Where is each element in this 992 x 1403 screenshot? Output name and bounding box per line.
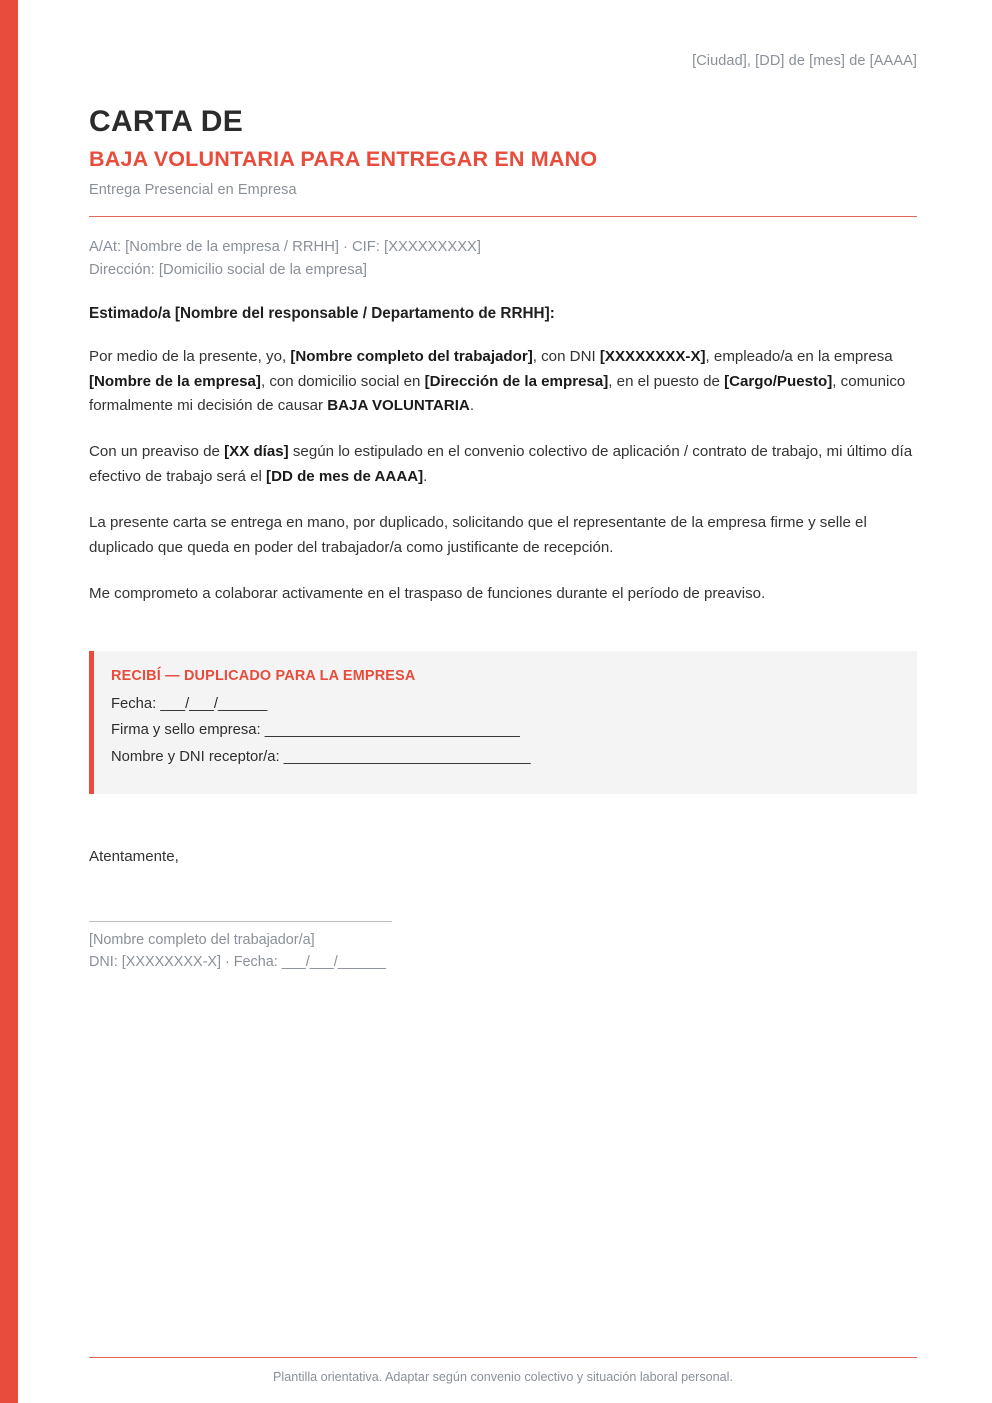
par2-text-2: según lo estipulado en el convenio colectivo de aplicación / contrato de trabajo, mi último día efectivo de trabajo será el: [89, 443, 913, 485]
par1-resignation-term: BAJA VOLUNTARIA: [327, 397, 470, 415]
signature-date-label: Fecha:: [233, 953, 278, 970]
document-date-line: [Ciudad], [DD] de [mes] de [AAAA]: [692, 53, 917, 69]
par1-text-5: , en el puesto de: [608, 372, 725, 390]
par1-company: [Nombre de la empresa]: [89, 372, 261, 390]
par1-text-1: Por medio de la presente, yo,: [89, 348, 291, 366]
footer-note: Plantilla orientativa. Adaptar según convenio colectivo y situación laboral personal.: [273, 1370, 733, 1384]
receipt-receiver-line: [111, 747, 917, 768]
signature-separator: ·: [224, 953, 230, 970]
page-title: CARTA DE: [89, 105, 244, 138]
header-divider: [89, 216, 917, 217]
par2-notice-days: [XX días]: [224, 443, 289, 461]
page-tagline: Entrega Presencial en Empresa: [89, 182, 297, 199]
recipient-attention: A/At: [Nombre de la empresa / RRHH]: [89, 239, 339, 256]
footer-divider: [89, 1357, 917, 1358]
par1-dni: [XXXXXXXX-X]: [599, 348, 706, 366]
receipt-date-blank[interactable]: ___/___/______: [160, 695, 268, 712]
par1-text-3: , empleado/a en la empresa: [705, 348, 893, 366]
page-subtitle: BAJA VOLUNTARIA PARA ENTREGAR EN MANO: [89, 146, 598, 171]
document-footer: [89, 1349, 917, 1384]
signature-dni-label: DNI: [XXXXXXXX-X]: [89, 953, 221, 970]
signature-dni-line: [89, 952, 917, 974]
recipient-separator: ·: [343, 239, 348, 256]
document-content: [89, 0, 917, 973]
signature-name-placeholder: [Nombre completo del trabajador/a]: [89, 932, 315, 949]
par1-text-6: , comunico formalmente mi decisión de causar: [89, 372, 906, 415]
par1-text-2: , con DNI: [532, 348, 600, 366]
par1-worker-name: [Nombre completo del trabajador]: [290, 348, 533, 366]
left-accent-bar: [0, 0, 18, 1403]
par2-text-3: .: [423, 467, 428, 485]
par2-text-1: Con un preaviso de: [89, 443, 225, 461]
recipient-cif: CIF: [XXXXXXXXX]: [351, 239, 482, 256]
recipient-attention-line: [89, 236, 917, 259]
par1-text-4: , con domicilio social en: [260, 372, 425, 390]
paragraph-declaration: [89, 345, 917, 418]
receipt-signature-blank[interactable]: _______________________________: [264, 722, 520, 739]
signature-date-blank[interactable]: ___/___/______: [281, 953, 386, 970]
recipient-block: [89, 236, 917, 282]
par1-position: [Cargo/Puesto]: [724, 372, 833, 390]
receipt-date-label: Fecha:: [111, 695, 157, 712]
receipt-box-title: RECIBÍ — DUPLICADO PARA LA EMPRESA: [111, 667, 416, 684]
paragraph-notice-period: [89, 440, 917, 489]
receipt-signature-line: [111, 720, 917, 741]
par1-text-7: .: [469, 397, 475, 415]
salutation: Estimado/a [Nombre del responsable / Departamento de RRHH]:: [89, 305, 555, 323]
recipient-address: Dirección: [Domicilio social de la empresa]: [89, 262, 367, 279]
title-block: [89, 105, 917, 198]
paragraph-handover: Me comprometo a colaborar activamente en el traspaso de funciones durante el período de preaviso.: [89, 585, 766, 603]
paragraph-hand-delivery: La presente carta se entrega en mano, por duplicado, solicitando que el representante de la empresa firme y selle el duplicado que queda en poder del trabajador/a como justificante de recepción.: [89, 514, 867, 556]
par2-last-day: [DD de mes de AAAA]: [266, 467, 424, 485]
receipt-receiver-label: Nombre y DNI receptor/a:: [111, 748, 280, 765]
signature-closing: Atentamente,: [89, 848, 179, 866]
receipt-date-line: [111, 694, 917, 715]
receipt-signature-label: Firma y sello empresa:: [111, 722, 261, 739]
par1-company-address: [Dirección de la empresa]: [424, 372, 609, 390]
receipt-box: [89, 651, 917, 794]
signature-line: [89, 921, 392, 922]
receipt-receiver-blank[interactable]: ______________________________: [283, 748, 531, 765]
